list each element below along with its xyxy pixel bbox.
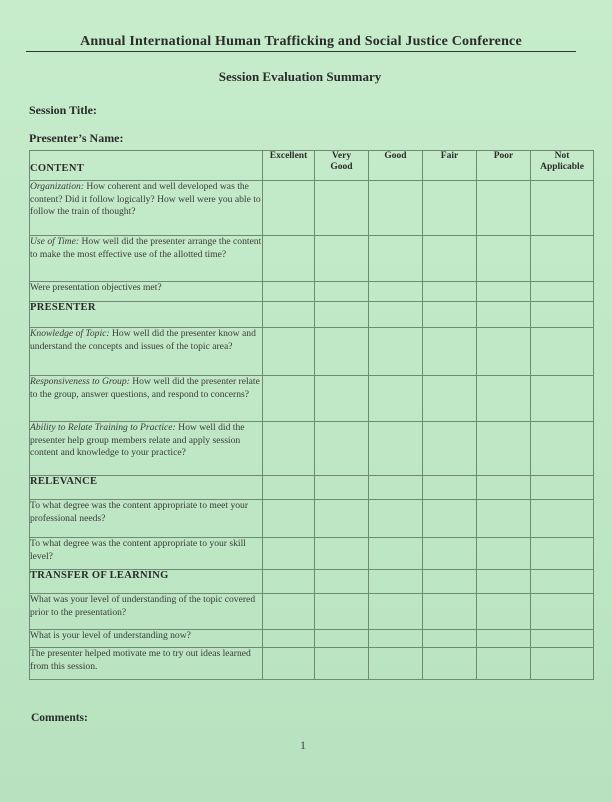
- rating-cell-good[interactable]: [369, 328, 423, 376]
- rating-cell-good[interactable]: [369, 630, 423, 648]
- rating-cell-fair[interactable]: [423, 630, 477, 648]
- rating-cell-good[interactable]: [369, 422, 423, 476]
- question-body: The presenter helped motivate me to try out ideas learned from this session.: [30, 648, 251, 672]
- rating-cell-excellent[interactable]: [263, 648, 315, 680]
- section-blank-cell: [423, 302, 477, 328]
- question-text: [30, 328, 263, 376]
- question-row: [30, 538, 594, 570]
- question-row: [30, 328, 594, 376]
- section-row: [30, 570, 594, 594]
- col-header-excellent: Excellent: [263, 151, 315, 181]
- question-text: [30, 500, 263, 538]
- question-text: [30, 630, 263, 648]
- rating-cell-excellent[interactable]: [263, 236, 315, 282]
- rating-cell-not-applicable[interactable]: [531, 376, 594, 422]
- section-blank-cell: [477, 302, 531, 328]
- rating-cell-excellent[interactable]: [263, 328, 315, 376]
- conference-title: Annual International Human Trafficking and Social Justice Conference: [80, 34, 522, 49]
- section-blank-cell: [263, 570, 315, 594]
- rating-cell-excellent[interactable]: [263, 594, 315, 630]
- rating-cell-good[interactable]: [369, 376, 423, 422]
- rating-cell-very-good[interactable]: [315, 500, 369, 538]
- rating-cell-not-applicable[interactable]: [531, 648, 594, 680]
- comments-label: Comments:: [31, 712, 88, 724]
- rating-cell-excellent[interactable]: [263, 630, 315, 648]
- rating-cell-very-good[interactable]: [315, 181, 369, 236]
- question-text: [30, 236, 263, 282]
- question-body: How well did the presenter arrange the content to make the most effective use of the allotted time?: [30, 236, 262, 260]
- section-blank-cell: [423, 476, 477, 500]
- rating-cell-poor[interactable]: [477, 422, 531, 476]
- rating-cell-fair[interactable]: [423, 376, 477, 422]
- question-body: What was your level of understanding of the topic covered prior to the presentation?: [30, 594, 256, 618]
- section-blank-cell: [263, 476, 315, 500]
- section-blank-cell: [531, 570, 594, 594]
- section-title: CONTENT: [30, 151, 263, 181]
- question-body: How well did the presenter help group members relate and apply session content and knowledge to your practice?: [30, 422, 245, 459]
- section-blank-cell: [315, 570, 369, 594]
- evaluation-table: [29, 150, 594, 680]
- section-title: RELEVANCE: [30, 476, 263, 500]
- rating-cell-fair[interactable]: [423, 648, 477, 680]
- rating-cell-excellent[interactable]: [263, 422, 315, 476]
- question-body: Were presentation objectives met?: [30, 282, 162, 293]
- rating-cell-not-applicable[interactable]: [531, 594, 594, 630]
- page-number: 1: [300, 738, 306, 752]
- question-row: [30, 181, 594, 236]
- question-label: Organization:: [30, 181, 85, 192]
- question-text: [30, 181, 263, 236]
- rating-cell-very-good[interactable]: [315, 422, 369, 476]
- section-blank-cell: [477, 476, 531, 500]
- rating-cell-good[interactable]: [369, 500, 423, 538]
- section-blank-cell: [315, 302, 369, 328]
- title-underline: [26, 51, 576, 52]
- rating-cell-good[interactable]: [369, 648, 423, 680]
- rating-cell-fair[interactable]: [423, 282, 477, 302]
- section-row: [30, 302, 594, 328]
- section-blank-cell: [477, 570, 531, 594]
- rating-cell-excellent[interactable]: [263, 500, 315, 538]
- rating-cell-poor[interactable]: [477, 282, 531, 302]
- question-body: How coherent and well developed was the content? Did it follow logically? How well were you able to follow the train of thought?: [30, 181, 261, 218]
- rating-cell-not-applicable[interactable]: [531, 181, 594, 236]
- question-text: [30, 422, 263, 476]
- rating-cell-good[interactable]: [369, 594, 423, 630]
- col-header-poor: Poor: [477, 151, 531, 181]
- col-header-not-applicable: Not Applicable: [531, 151, 594, 181]
- rating-cell-fair[interactable]: [423, 422, 477, 476]
- col-header-good: Good: [369, 151, 423, 181]
- question-body: How well did the presenter relate to the group, answer questions, and respond to concerns?: [30, 376, 260, 400]
- section-blank-cell: [369, 302, 423, 328]
- rating-cell-fair[interactable]: [423, 500, 477, 538]
- rating-cell-poor[interactable]: [477, 328, 531, 376]
- rating-cell-very-good[interactable]: [315, 648, 369, 680]
- rating-cell-poor[interactable]: [477, 236, 531, 282]
- question-label: Ability to Relate Training to Practice:: [30, 422, 176, 433]
- section-blank-cell: [263, 302, 315, 328]
- rating-cell-poor[interactable]: [477, 538, 531, 570]
- question-row: [30, 594, 594, 630]
- question-text: [30, 282, 263, 302]
- rating-cell-very-good[interactable]: [315, 594, 369, 630]
- table-header-row: [30, 151, 594, 181]
- session-title-label: Session Title:: [29, 103, 97, 117]
- section-blank-cell: [369, 570, 423, 594]
- rating-cell-poor[interactable]: [477, 630, 531, 648]
- question-label: Use of Time:: [30, 236, 80, 247]
- question-text: [30, 538, 263, 570]
- section-title: TRANSFER OF LEARNING: [30, 570, 263, 594]
- question-body: What is your level of understanding now?: [30, 630, 191, 641]
- rating-cell-excellent[interactable]: [263, 181, 315, 236]
- question-body: How well did the presenter know and understand the concepts and issues of the topic area?: [30, 328, 256, 352]
- rating-cell-not-applicable[interactable]: [531, 500, 594, 538]
- section-blank-cell: [369, 476, 423, 500]
- question-text: [30, 376, 263, 422]
- form-title: Session Evaluation Summary: [218, 69, 382, 84]
- rating-cell-excellent[interactable]: [263, 376, 315, 422]
- rating-cell-not-applicable[interactable]: [531, 282, 594, 302]
- question-body: To what degree was the content appropriate to meet your professional needs?: [30, 500, 249, 524]
- rating-cell-poor[interactable]: [477, 500, 531, 538]
- rating-cell-poor[interactable]: [477, 181, 531, 236]
- question-row: [30, 500, 594, 538]
- section-row: [30, 476, 594, 500]
- question-label: Responsiveness to Group:: [30, 376, 130, 387]
- rating-cell-excellent[interactable]: [263, 538, 315, 570]
- rating-cell-poor[interactable]: [477, 648, 531, 680]
- rating-cell-good[interactable]: [369, 282, 423, 302]
- question-row: [30, 236, 594, 282]
- question-label: Knowledge of Topic:: [30, 328, 110, 339]
- rating-cell-very-good[interactable]: [315, 376, 369, 422]
- question-row: [30, 282, 594, 302]
- rating-cell-good[interactable]: [369, 236, 423, 282]
- question-text: [30, 648, 263, 680]
- rating-cell-not-applicable[interactable]: [531, 328, 594, 376]
- section-blank-cell: [531, 476, 594, 500]
- rating-cell-very-good[interactable]: [315, 328, 369, 376]
- question-row: [30, 376, 594, 422]
- question-body: To what degree was the content appropriate to your skill level?: [30, 538, 246, 562]
- rating-cell-good[interactable]: [369, 181, 423, 236]
- rating-cell-very-good[interactable]: [315, 282, 369, 302]
- rating-cell-poor[interactable]: [477, 594, 531, 630]
- rating-cell-not-applicable[interactable]: [531, 236, 594, 282]
- section-blank-cell: [423, 570, 477, 594]
- question-row: [30, 648, 594, 680]
- section-blank-cell: [531, 302, 594, 328]
- rating-cell-poor[interactable]: [477, 376, 531, 422]
- question-row: [30, 630, 594, 648]
- col-header-very-good: Very Good: [315, 151, 369, 181]
- rating-cell-good[interactable]: [369, 538, 423, 570]
- rating-cell-very-good[interactable]: [315, 630, 369, 648]
- question-text: [30, 594, 263, 630]
- rating-cell-fair[interactable]: [423, 594, 477, 630]
- section-title: PRESENTER: [30, 302, 263, 328]
- rating-cell-not-applicable[interactable]: [531, 422, 594, 476]
- rating-cell-fair[interactable]: [423, 236, 477, 282]
- rating-cell-excellent[interactable]: [263, 282, 315, 302]
- rating-cell-very-good[interactable]: [315, 236, 369, 282]
- rating-cell-very-good[interactable]: [315, 538, 369, 570]
- rating-cell-fair[interactable]: [423, 181, 477, 236]
- rating-cell-not-applicable[interactable]: [531, 630, 594, 648]
- presenter-name-label: Presenter’s Name:: [29, 131, 124, 145]
- question-row: [30, 422, 594, 476]
- rating-cell-fair[interactable]: [423, 538, 477, 570]
- col-header-fair: Fair: [423, 151, 477, 181]
- rating-cell-fair[interactable]: [423, 328, 477, 376]
- rating-cell-not-applicable[interactable]: [531, 538, 594, 570]
- section-blank-cell: [315, 476, 369, 500]
